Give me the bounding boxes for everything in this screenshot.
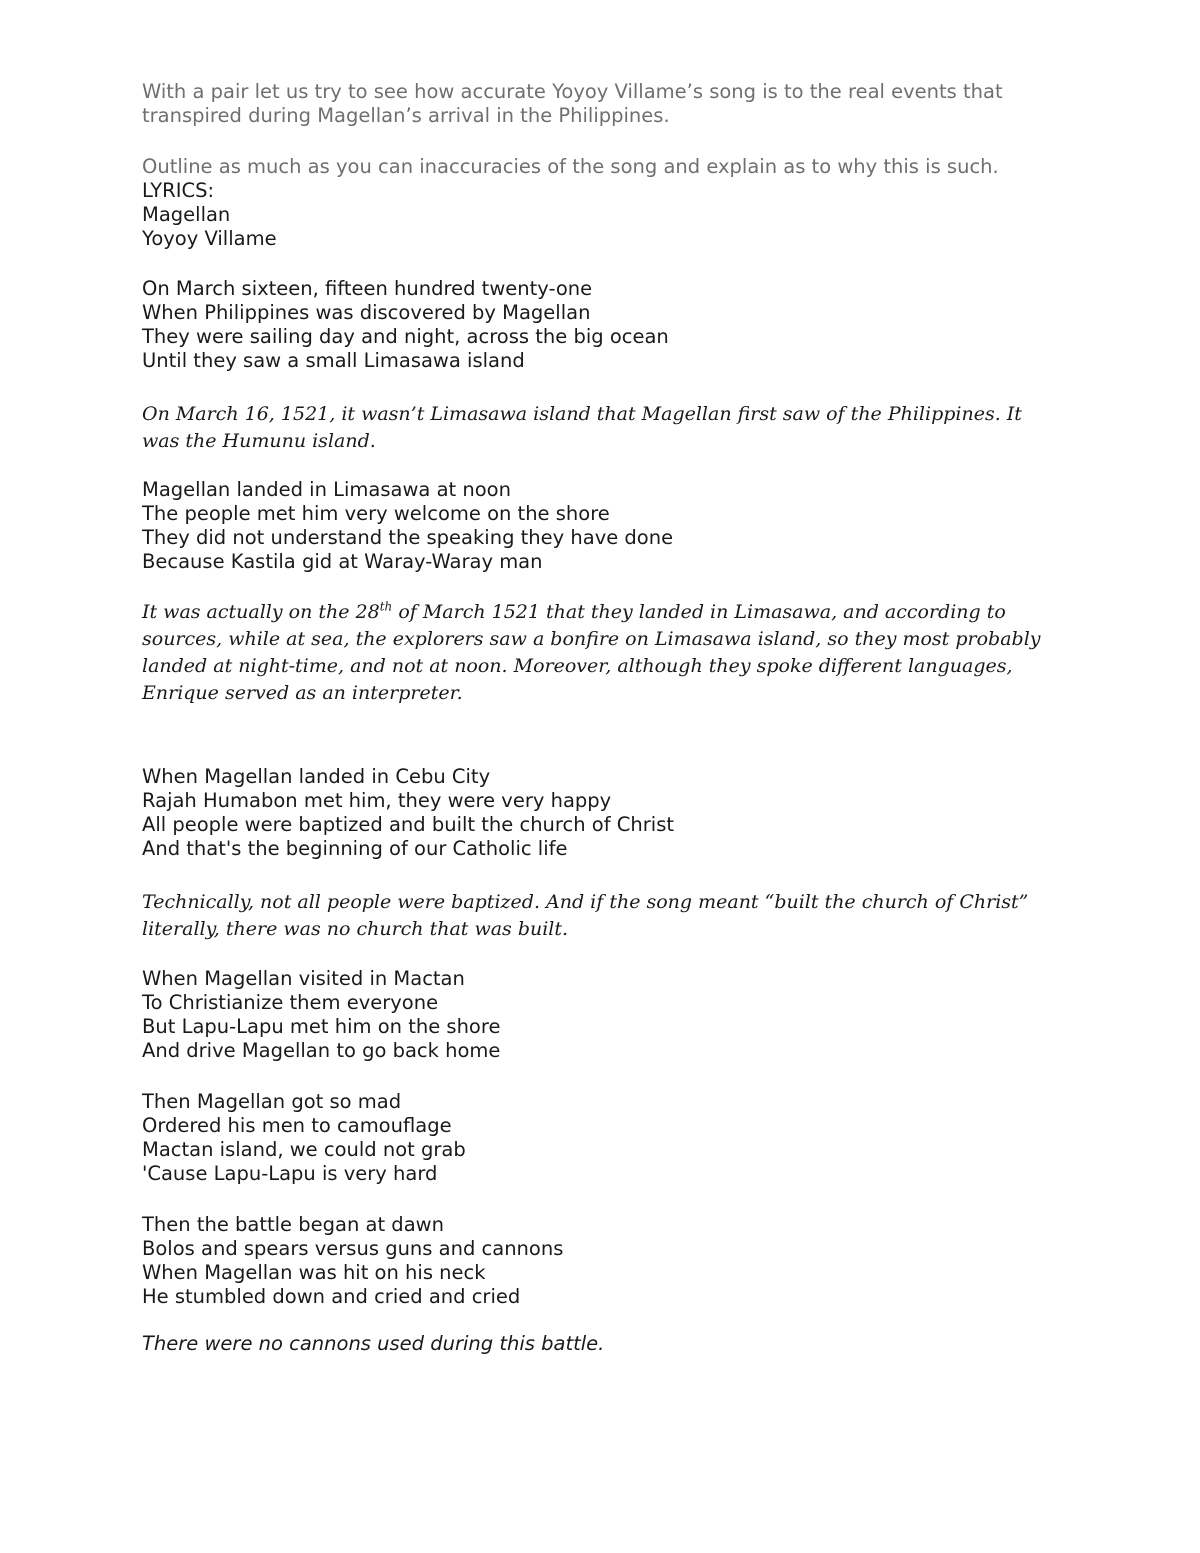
lyric-line: 'Cause Lapu-Lapu is very hard	[142, 1162, 438, 1185]
lyric-line: When Magellan was hit on his neck	[142, 1261, 486, 1284]
lyric-line: Because Kastila gid at Waray-Waray man	[142, 550, 543, 573]
lyric-line: On March sixteen, fifteen hundred twenty-one	[142, 277, 593, 300]
lyric-line: When Philippines was discovered by Magellan	[142, 301, 591, 324]
note-4: There were no cannons used during this battle.	[142, 1332, 605, 1355]
song-title: Magellan	[142, 203, 231, 226]
note-2-superscript: th	[379, 599, 393, 614]
verse-5	[142, 1090, 1072, 1186]
document-page	[142, 80, 1072, 1356]
lyric-line: The people met him very welcome on the shore	[142, 502, 610, 525]
lyric-line: Then the battle began at dawn	[142, 1213, 444, 1236]
note-2-text-before: It was actually on the 28	[142, 601, 380, 623]
lyric-line: To Christianize them everyone	[142, 991, 439, 1014]
lyric-line: But Lapu-Lapu met him on the shore	[142, 1015, 501, 1038]
song-artist: Yoyoy Villame	[142, 227, 277, 250]
lyric-line: Until they saw a small Limasawa island	[142, 349, 525, 372]
lyric-line: Magellan landed in Limasawa at noon	[142, 478, 511, 501]
lyric-line: They did not understand the speaking they have done	[142, 526, 674, 549]
lyric-line: He stumbled down and cried and cried	[142, 1285, 521, 1308]
verse-2	[142, 478, 1072, 574]
lyric-line: They were sailing day and night, across the big ocean	[142, 325, 669, 348]
note-2	[142, 599, 1042, 707]
lyric-line: Mactan island, we could not grab	[142, 1138, 466, 1161]
lyrics-label: LYRICS:	[142, 179, 215, 202]
lyric-line: When Magellan visited in Mactan	[142, 967, 465, 990]
lyric-line: Bolos and spears versus guns and cannons	[142, 1237, 564, 1260]
note-2-text-after: of March 1521 that they landed in Limasawa, and according to sources, while at sea, the explorers saw a bonfire on Limasawa island, so they most probably landed at night-time, and not at noon. Moreover, although they spoke different languages, Enrique served as an interpreter.	[142, 601, 1041, 704]
lyrics-header	[142, 179, 1072, 251]
lyric-line: And drive Magellan to go back home	[142, 1039, 501, 1062]
verse-6	[142, 1213, 1072, 1309]
lyric-line: Then Magellan got so mad	[142, 1090, 402, 1113]
note-1: On March 16, 1521, it wasn’t Limasawa island that Magellan first saw of the Philippines. It was the Humunu island.	[142, 403, 1022, 452]
verse-3	[142, 765, 1072, 861]
instruction-paragraph-1: With a pair let us try to see how accurate Yoyoy Villame’s song is to the real events that transpired during Magellan’s arrival in the Philippines.	[142, 80, 1003, 127]
note-3: Technically, not all people were baptized. And if the song meant “built the church of Christ” literally, there was no church that was built.	[142, 891, 1029, 940]
lyric-line: And that's the beginning of our Catholic life	[142, 837, 568, 860]
verse-1	[142, 277, 1072, 373]
verse-4	[142, 967, 1072, 1063]
lyric-line: All people were baptized and built the church of Christ	[142, 813, 674, 836]
lyric-line: Rajah Humabon met him, they were very happy	[142, 789, 612, 812]
instruction-paragraph-2: Outline as much as you can inaccuracies of the song and explain as to why this is such.	[142, 155, 999, 178]
lyric-line: When Magellan landed in Cebu City	[142, 765, 491, 788]
lyric-line: Ordered his men to camouflage	[142, 1114, 452, 1137]
